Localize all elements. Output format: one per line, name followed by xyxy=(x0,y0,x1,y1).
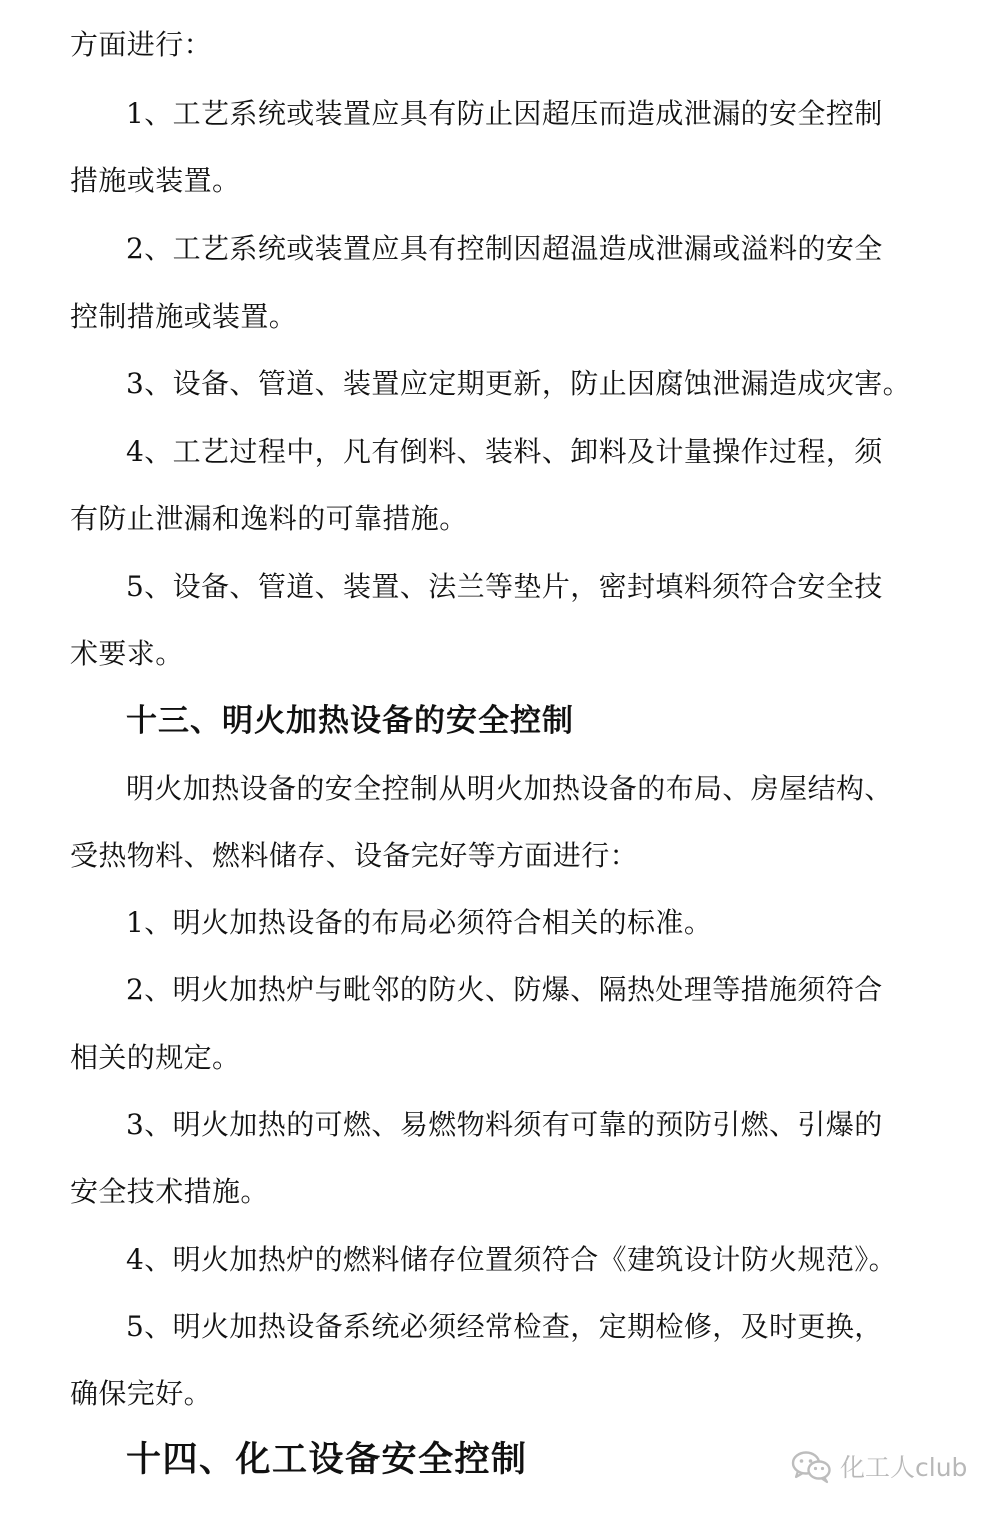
paragraph-line: 措施或装置。 xyxy=(70,164,241,197)
wechat-icon xyxy=(790,1448,834,1484)
paragraph-line: 5、设备、管道、装置、法兰等垫片，密封填料须符合安全技 xyxy=(126,570,883,603)
paragraph-line: 4、明火加热炉的燃料储存位置须符合《建筑设计防火规范》。 xyxy=(126,1243,898,1276)
paragraph-line: 控制措施或装置。 xyxy=(70,300,298,333)
paragraph-line: 3、明火加热的可燃、易燃物料须有可靠的预防引燃、引爆的 xyxy=(126,1108,883,1141)
paragraph-line: 2、工艺系统或装置应具有控制因超温造成泄漏或溢料的安全 xyxy=(126,232,883,265)
paragraph-line: 相关的规定。 xyxy=(70,1041,241,1074)
paragraph-line: 1、明火加热设备的布局必须符合相关的标准。 xyxy=(126,906,713,939)
paragraph-line: 安全技术措施。 xyxy=(70,1175,269,1208)
paragraph-line: 4、工艺过程中，凡有倒料、装料、卸料及计量操作过程，须 xyxy=(126,435,883,468)
paragraph-line: 有防止泄漏和逸料的可靠措施。 xyxy=(70,502,468,535)
watermark xyxy=(790,1446,967,1486)
section-heading: 十四、化工设备安全控制 xyxy=(126,1440,528,1480)
paragraph-line: 明火加热设备的安全控制从明火加热设备的布局、房屋结构、 xyxy=(126,772,893,805)
paragraph-line: 2、明火加热炉与毗邻的防火、防爆、隔热处理等措施须符合 xyxy=(126,973,883,1006)
paragraph-line: 5、明火加热设备系统必须经常检查，定期检修，及时更换， xyxy=(126,1310,883,1343)
paragraph-line: 1、工艺系统或装置应具有防止因超压而造成泄漏的安全控制 xyxy=(126,97,883,130)
watermark-text: 化工人club xyxy=(840,1453,968,1482)
paragraph-line: 3、设备、管道、装置应定期更新，防止因腐蚀泄漏造成灾害。 xyxy=(126,367,912,400)
section-heading: 十三、明火加热设备的安全控制 xyxy=(126,703,574,739)
paragraph-line: 确保完好。 xyxy=(70,1377,213,1410)
paragraph-line: 方面进行： xyxy=(70,28,213,61)
paragraph-line: 受热物料、燃料储存、设备完好等方面进行： xyxy=(70,839,639,872)
paragraph-line: 术要求。 xyxy=(70,637,184,670)
